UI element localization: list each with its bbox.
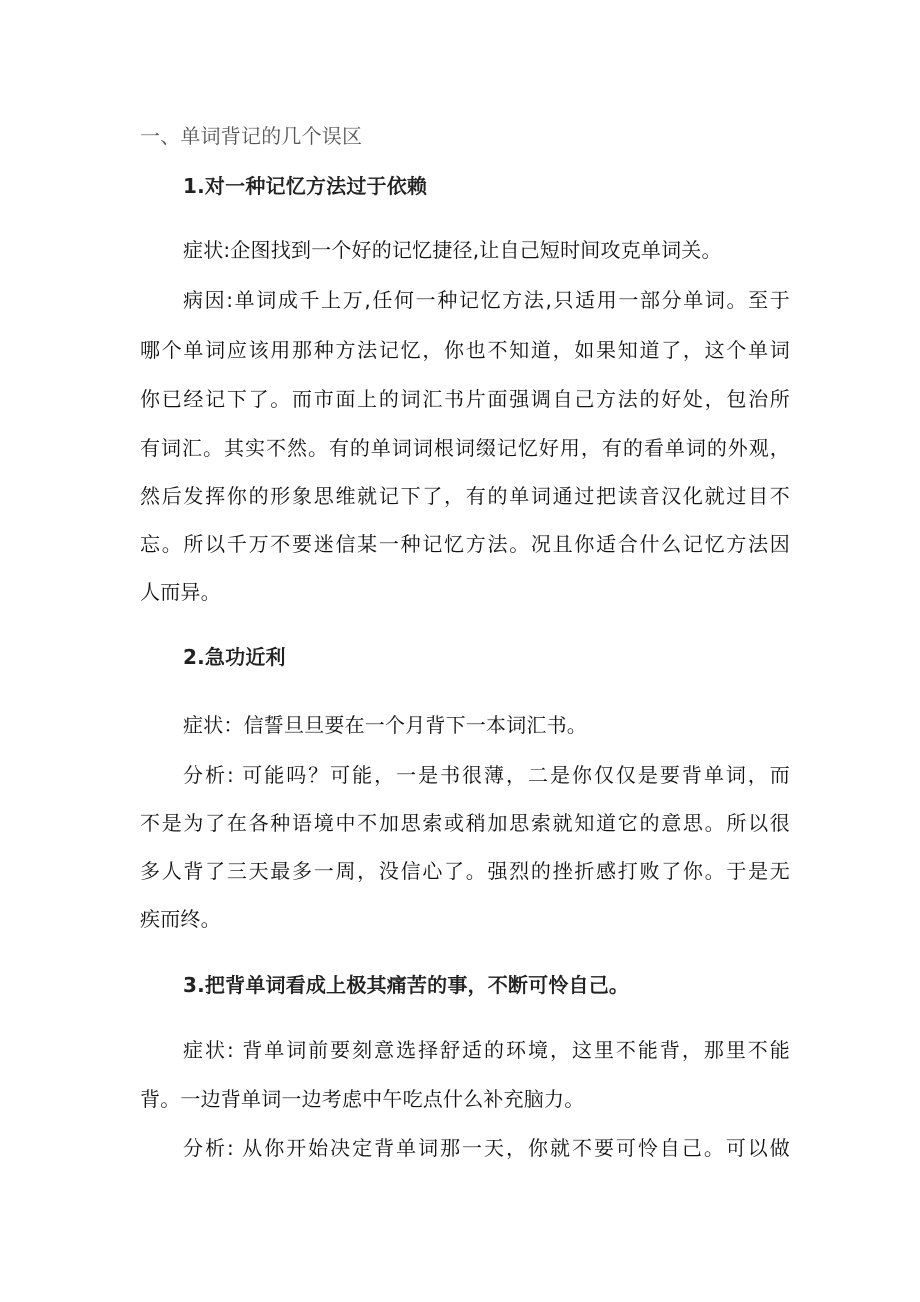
item-1-cause-line: 病因:单词成千上万,任何一种记忆方法,只适用一部分单词。至于 xyxy=(183,288,790,312)
item-2-analysis-line: 多人背了三天最多一周，没信心了。强烈的挫折感打败了你。于是无 xyxy=(140,859,790,883)
item-1-cause-line: 然后发挥你的形象思维就记下了，有的单词通过把读音汉化就过目不 xyxy=(140,484,790,508)
item-2-analysis-line: 疾而终。 xyxy=(140,907,221,931)
item-1-cause-line: 有词汇。其实不然。有的单词词根词缀记忆好用，有的看单词的外观， xyxy=(140,436,790,460)
item-1-symptom: 症状:企图找到一个好的记忆捷径,让自己短时间攻克单词关。 xyxy=(183,238,722,262)
item-1-heading: 1.对一种记忆方法过于依赖 xyxy=(183,174,428,198)
section-title: 一、单词背记的几个误区 xyxy=(140,124,363,148)
item-2-heading: 2.急功近利 xyxy=(183,645,286,669)
item-2-analysis-line: 不是为了在各种语境中不加思索或稍加思索就知道它的意思。所以很 xyxy=(140,811,790,835)
item-1-cause-line: 忘。所以千万不要迷信某一种记忆方法。况且你适合什么记忆方法因 xyxy=(140,532,790,556)
item-3-analysis-line: 分析: 从你开始决定背单词那一天，你就不要可怜自己。可以做 xyxy=(183,1136,790,1160)
item-3-symptom-line: 症状: 背单词前要刻意选择舒适的环境，这里不能背，那里不能 xyxy=(183,1038,790,1062)
item-1-cause-line: 哪个单词应该用那种方法记忆，你也不知道，如果知道了，这个单词 xyxy=(140,338,790,362)
item-2-analysis-line: 分析: 可能吗？可能，一是书很薄，二是你仅仅是要背单词，而 xyxy=(183,763,790,787)
item-1-cause-line: 人而异。 xyxy=(140,580,221,604)
item-1-cause-line: 你已经记下了。而市面上的词汇书片面强调自己方法的好处，包治所 xyxy=(140,387,790,411)
item-3-symptom-line: 背。一边背单词一边考虑中午吃点什么补充脑力。 xyxy=(140,1087,585,1111)
item-3-heading: 3.把背单词看成上极其痛苦的事，不断可怜自己。 xyxy=(183,973,630,997)
item-2-symptom: 症状：信誓旦旦要在一个月背下一本词汇书。 xyxy=(183,713,587,737)
